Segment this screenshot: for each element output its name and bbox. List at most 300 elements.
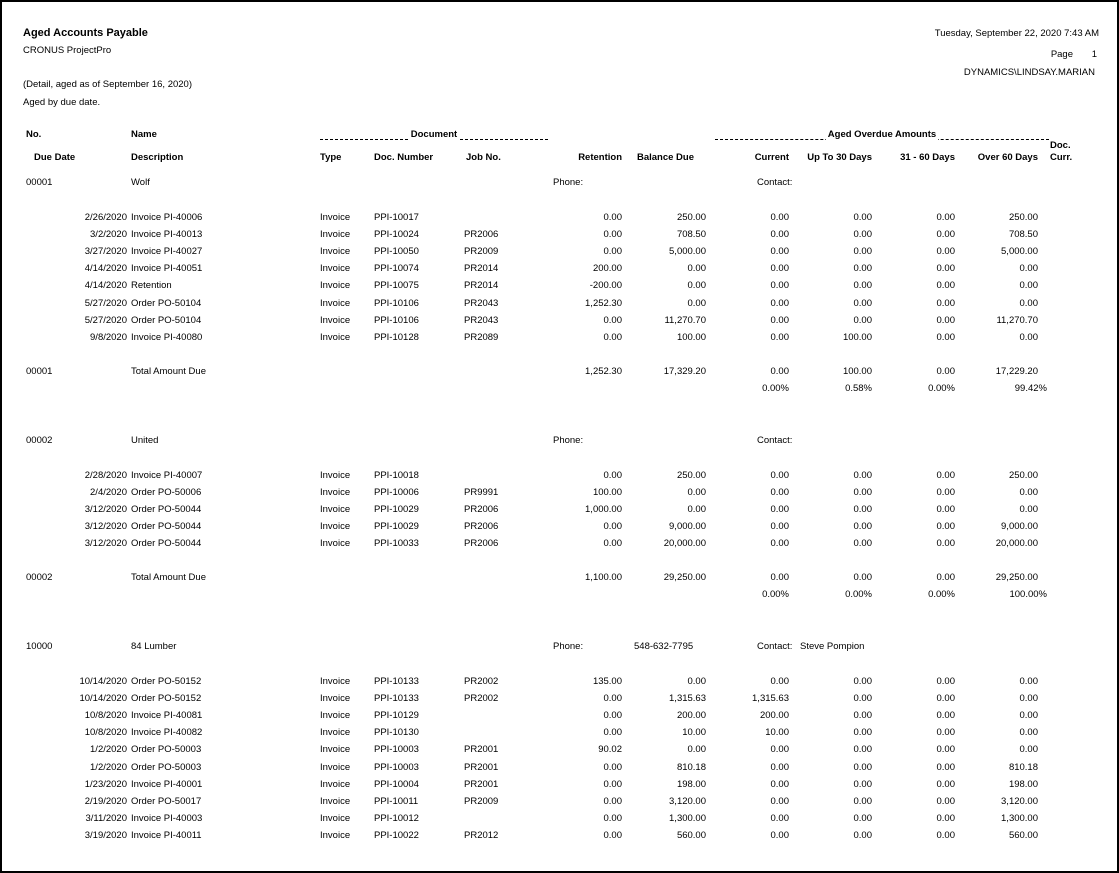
- total-up-to-30: 100.00: [842, 366, 872, 377]
- header-due-date: Due Date: [34, 152, 76, 163]
- contact-label: Contact:: [757, 177, 793, 188]
- ledger-current: 0.00: [770, 676, 789, 687]
- ledger-up-to-30: 0.00: [853, 280, 872, 291]
- total-current: 0.00: [770, 572, 789, 583]
- pct-current: 0.00%: [762, 383, 789, 394]
- ledger-31-60: 0.00: [936, 762, 955, 773]
- ledger-31-60: 0.00: [936, 693, 955, 704]
- ledger-description: Invoice PI-40001: [131, 779, 203, 790]
- ledger-type: Invoice: [320, 676, 351, 687]
- ledger-description: Order PO-50044: [131, 504, 202, 515]
- ledger-balance-due: 0.00: [687, 487, 706, 498]
- ledger-up-to-30: 0.00: [853, 315, 872, 326]
- header-up-to-30: Up To 30 Days: [807, 152, 872, 163]
- total-over-60: 29,250.00: [995, 572, 1038, 583]
- ledger-31-60: 0.00: [936, 212, 955, 223]
- ledger-due-date: 1/2/2020: [90, 744, 127, 755]
- ledger-doc-number: PPI-10004: [374, 779, 419, 790]
- ledger-current: 200.00: [759, 710, 789, 721]
- ledger-31-60: 0.00: [936, 744, 955, 755]
- pct-over-60: 100.00%: [1009, 589, 1047, 600]
- ledger-type: Invoice: [320, 813, 351, 824]
- ledger-balance-due: 0.00: [687, 263, 706, 274]
- total-retention: 1,100.00: [585, 572, 622, 583]
- ledger-balance-due: 10.00: [682, 727, 706, 738]
- ledger-doc-number: PPI-10003: [374, 744, 419, 755]
- ledger-current: 0.00: [770, 315, 789, 326]
- ledger-up-to-30: 100.00: [842, 332, 872, 343]
- ledger-type: Invoice: [320, 504, 351, 515]
- ledger-doc-number: PPI-10024: [374, 229, 419, 240]
- ledger-description: Order PO-50044: [131, 521, 202, 532]
- pct-up-to-30: 0.00%: [845, 589, 872, 600]
- header-job-no: Job No.: [466, 152, 501, 163]
- ledger-due-date: 10/8/2020: [84, 727, 127, 738]
- ledger-current: 0.00: [770, 246, 789, 257]
- header-aged-group-label: Aged Overdue Amounts: [827, 129, 937, 140]
- ledger-doc-number: PPI-10075: [374, 280, 419, 291]
- ledger-job-no: PR2001: [464, 762, 499, 773]
- ledger-type: Invoice: [320, 470, 351, 481]
- ledger-doc-number: PPI-10133: [374, 693, 419, 704]
- ledger-current: 0.00: [770, 796, 789, 807]
- header-name: Name: [131, 129, 157, 140]
- ledger-current: 0.00: [770, 744, 789, 755]
- ledger-due-date: 4/14/2020: [84, 263, 127, 274]
- ledger-type: Invoice: [320, 263, 351, 274]
- ledger-balance-due: 560.00: [676, 830, 706, 841]
- ledger-due-date: 9/8/2020: [90, 332, 127, 343]
- ledger-31-60: 0.00: [936, 298, 955, 309]
- ledger-job-no: PR2001: [464, 779, 499, 790]
- ledger-description: Order PO-50006: [131, 487, 202, 498]
- ledger-up-to-30: 0.00: [853, 676, 872, 687]
- ledger-doc-number: PPI-10012: [374, 813, 419, 824]
- ledger-balance-due: 0.00: [687, 744, 706, 755]
- ledger-due-date: 2/26/2020: [84, 212, 127, 223]
- ledger-doc-number: PPI-10050: [374, 246, 419, 257]
- ledger-description: Invoice PI-40080: [131, 332, 203, 343]
- ledger-doc-number: PPI-10029: [374, 504, 419, 515]
- ledger-balance-due: 3,120.00: [669, 796, 706, 807]
- ledger-doc-number: PPI-10130: [374, 727, 419, 738]
- ledger-over-60: 250.00: [1008, 470, 1038, 481]
- ledger-retention: 0.00: [603, 332, 622, 343]
- ledger-doc-number: PPI-10017: [374, 212, 419, 223]
- ledger-balance-due: 250.00: [676, 212, 706, 223]
- header-current: Current: [754, 152, 789, 163]
- ledger-retention: 0.00: [603, 830, 622, 841]
- ledger-type: Invoice: [320, 538, 351, 549]
- ledger-over-60: 0.00: [1019, 744, 1038, 755]
- header-type: Type: [320, 152, 342, 163]
- ledger-due-date: 2/19/2020: [84, 796, 127, 807]
- total-vendor-no: 00002: [26, 572, 53, 583]
- ledger-retention: 0.00: [603, 813, 622, 824]
- ledger-job-no: PR2043: [464, 315, 499, 326]
- total-over-60: 17,229.20: [995, 366, 1038, 377]
- ledger-balance-due: 198.00: [676, 779, 706, 790]
- ledger-type: Invoice: [320, 315, 351, 326]
- ledger-over-60: 0.00: [1019, 504, 1038, 515]
- header-31-60: 31 - 60 Days: [900, 152, 955, 163]
- ledger-job-no: PR2089: [464, 332, 499, 343]
- header-document-group: [320, 129, 548, 141]
- ledger-description: Order PO-50017: [131, 796, 202, 807]
- ledger-over-60: 9,000.00: [1001, 521, 1038, 532]
- ledger-doc-number: PPI-10006: [374, 487, 419, 498]
- ledger-due-date: 3/12/2020: [84, 504, 127, 515]
- ledger-doc-number: PPI-10003: [374, 762, 419, 773]
- pct-over-60: 99.42%: [1014, 383, 1047, 394]
- ledger-up-to-30: 0.00: [853, 744, 872, 755]
- ledger-due-date: 3/19/2020: [84, 830, 127, 841]
- ledger-description: Invoice PI-40081: [131, 710, 203, 721]
- ledger-31-60: 0.00: [936, 246, 955, 257]
- total-retention: 1,252.30: [585, 366, 622, 377]
- ledger-up-to-30: 0.00: [853, 762, 872, 773]
- ledger-balance-due: 250.00: [676, 470, 706, 481]
- report-datetime: Tuesday, September 22, 2020 7:43 AM: [934, 28, 1099, 39]
- ledger-up-to-30: 0.00: [853, 298, 872, 309]
- ledger-up-to-30: 0.00: [853, 710, 872, 721]
- ledger-job-no: PR2006: [464, 229, 499, 240]
- ledger-type: Invoice: [320, 298, 351, 309]
- ledger-description: Invoice PI-40051: [131, 263, 203, 274]
- ledger-31-60: 0.00: [936, 710, 955, 721]
- contact-label: Contact:: [757, 435, 793, 446]
- report-user: DYNAMICS\LINDSAY.MARIAN: [963, 67, 1095, 78]
- ledger-due-date: 10/8/2020: [84, 710, 127, 721]
- ledger-due-date: 5/27/2020: [84, 298, 127, 309]
- ledger-job-no: PR2006: [464, 538, 499, 549]
- ledger-due-date: 4/14/2020: [84, 280, 127, 291]
- header-doc-curr-line1: Doc.: [1050, 140, 1071, 151]
- ledger-retention: 0.00: [603, 538, 622, 549]
- pct-31-60: 0.00%: [928, 589, 955, 600]
- header-doc-curr-line2: Curr.: [1050, 152, 1073, 163]
- total-label: Total Amount Due: [131, 366, 206, 377]
- ledger-31-60: 0.00: [936, 504, 955, 515]
- total-31-60: 0.00: [936, 572, 955, 583]
- ledger-retention: 0.00: [603, 521, 622, 532]
- ledger-over-60: 0.00: [1019, 693, 1038, 704]
- ledger-due-date: 3/11/2020: [85, 813, 127, 824]
- total-balance-due: 17,329.20: [663, 366, 706, 377]
- pct-up-to-30: 0.58%: [845, 383, 872, 394]
- ledger-retention: 0.00: [603, 246, 622, 257]
- ledger-over-60: 0.00: [1019, 676, 1038, 687]
- ledger-31-60: 0.00: [936, 280, 955, 291]
- ledger-balance-due: 20,000.00: [663, 538, 706, 549]
- ledger-doc-number: PPI-10129: [374, 710, 419, 721]
- ledger-retention: 0.00: [603, 470, 622, 481]
- ledger-type: Invoice: [320, 693, 351, 704]
- ledger-over-60: 3,120.00: [1001, 796, 1038, 807]
- ledger-up-to-30: 0.00: [853, 693, 872, 704]
- ledger-current: 10.00: [765, 727, 789, 738]
- ledger-type: Invoice: [320, 332, 351, 343]
- ledger-over-60: 0.00: [1019, 710, 1038, 721]
- ledger-balance-due: 1,300.00: [669, 813, 706, 824]
- ledger-type: Invoice: [320, 762, 351, 773]
- ledger-up-to-30: 0.00: [853, 470, 872, 481]
- phone-label: Phone:: [553, 435, 584, 446]
- ledger-due-date: 3/12/2020: [84, 538, 127, 549]
- ledger-over-60: 708.50: [1008, 229, 1038, 240]
- ledger-retention: 200.00: [592, 263, 622, 274]
- ledger-up-to-30: 0.00: [853, 521, 872, 532]
- ledger-current: 1,315.63: [752, 693, 789, 704]
- ledger-retention: 0.00: [603, 229, 622, 240]
- ledger-over-60: 198.00: [1008, 779, 1038, 790]
- ledger-31-60: 0.00: [936, 315, 955, 326]
- ledger-balance-due: 0.00: [687, 280, 706, 291]
- ledger-type: Invoice: [320, 246, 351, 257]
- pct-31-60: 0.00%: [928, 383, 955, 394]
- pct-current: 0.00%: [762, 589, 789, 600]
- ledger-doc-number: PPI-10106: [374, 315, 419, 326]
- ledger-due-date: 2/28/2020: [84, 470, 127, 481]
- ledger-current: 0.00: [770, 830, 789, 841]
- ledger-up-to-30: 0.00: [853, 779, 872, 790]
- ledger-over-60: 1,300.00: [1001, 813, 1038, 824]
- total-up-to-30: 0.00: [853, 572, 872, 583]
- ledger-job-no: PR2006: [464, 521, 499, 532]
- ledger-over-60: 250.00: [1008, 212, 1038, 223]
- ledger-31-60: 0.00: [936, 779, 955, 790]
- ledger-up-to-30: 0.00: [853, 538, 872, 549]
- ledger-job-no: PR2002: [464, 693, 499, 704]
- page-number: 1: [1091, 49, 1097, 60]
- ledger-balance-due: 200.00: [676, 710, 706, 721]
- ledger-description: Invoice PI-40013: [131, 229, 203, 240]
- ledger-up-to-30: 0.00: [853, 813, 872, 824]
- header-description: Description: [131, 152, 184, 163]
- vendor-name: 84 Lumber: [131, 641, 177, 652]
- vendor-phone: 548-632-7795: [634, 641, 694, 652]
- ledger-type: Invoice: [320, 744, 351, 755]
- ledger-current: 0.00: [770, 332, 789, 343]
- ledger-type: Invoice: [320, 229, 351, 240]
- total-label: Total Amount Due: [131, 572, 206, 583]
- ledger-balance-due: 708.50: [676, 229, 706, 240]
- ledger-due-date: 5/27/2020: [84, 315, 127, 326]
- vendor-contact: Steve Pompion: [800, 641, 865, 652]
- ledger-due-date: 3/27/2020: [84, 246, 127, 257]
- ledger-doc-number: PPI-10133: [374, 676, 419, 687]
- ledger-doc-number: PPI-10106: [374, 298, 419, 309]
- ledger-description: Order PO-50152: [131, 693, 202, 704]
- ledger-balance-due: 0.00: [687, 676, 706, 687]
- ledger-due-date: 10/14/2020: [79, 693, 127, 704]
- total-current: 0.00: [770, 366, 789, 377]
- ledger-current: 0.00: [770, 487, 789, 498]
- ledger-description: Order PO-50104: [131, 315, 202, 326]
- ledger-up-to-30: 0.00: [853, 796, 872, 807]
- ledger-up-to-30: 0.00: [853, 830, 872, 841]
- ledger-doc-number: PPI-10018: [374, 470, 419, 481]
- ledger-retention: 0.00: [603, 693, 622, 704]
- ledger-description: Invoice PI-40027: [131, 246, 203, 257]
- ledger-retention: 1,000.00: [585, 504, 622, 515]
- ledger-up-to-30: 0.00: [853, 487, 872, 498]
- ledger-current: 0.00: [770, 762, 789, 773]
- ledger-job-no: PR2009: [464, 246, 499, 257]
- ledger-over-60: 560.00: [1008, 830, 1038, 841]
- ledger-job-no: PR2014: [464, 280, 499, 291]
- total-vendor-no: 00001: [26, 366, 53, 377]
- ledger-current: 0.00: [770, 504, 789, 515]
- ledger-over-60: 0.00: [1019, 487, 1038, 498]
- ledger-31-60: 0.00: [936, 727, 955, 738]
- header-balance-due: Balance Due: [636, 152, 694, 163]
- vendor-name: United: [131, 435, 159, 446]
- ledger-doc-number: PPI-10029: [374, 521, 419, 532]
- ledger-retention: 0.00: [603, 315, 622, 326]
- ledger-over-60: 20,000.00: [995, 538, 1038, 549]
- ledger-job-no: PR2014: [464, 263, 499, 274]
- ledger-type: Invoice: [320, 727, 351, 738]
- header-document-group-label: Document: [410, 129, 458, 140]
- ledger-over-60: 5,000.00: [1001, 246, 1038, 257]
- ledger-due-date: 3/12/2020: [84, 521, 127, 532]
- ledger-doc-number: PPI-10011: [374, 796, 419, 807]
- header-no: No.: [26, 129, 42, 140]
- ledger-up-to-30: 0.00: [853, 246, 872, 257]
- ledger-up-to-30: 0.00: [853, 727, 872, 738]
- ledger-job-no: PR2012: [464, 830, 499, 841]
- vendor-no: 00001: [26, 177, 53, 188]
- ledger-doc-number: PPI-10022: [374, 830, 419, 841]
- ledger-due-date: 2/4/2020: [90, 487, 127, 498]
- report-title: Aged Accounts Payable: [23, 27, 148, 39]
- ledger-retention: 135.00: [592, 676, 622, 687]
- ledger-due-date: 3/2/2020: [90, 229, 127, 240]
- ledger-description: Order PO-50152: [131, 676, 202, 687]
- ledger-doc-number: PPI-10128: [374, 332, 419, 343]
- ledger-due-date: 1/2/2020: [90, 762, 127, 773]
- ledger-over-60: 0.00: [1019, 727, 1038, 738]
- ledger-over-60: 0.00: [1019, 280, 1038, 291]
- ledger-current: 0.00: [770, 263, 789, 274]
- ledger-over-60: 11,270.70: [996, 315, 1038, 326]
- ledger-over-60: 0.00: [1019, 332, 1038, 343]
- ledger-retention: 0.00: [603, 212, 622, 223]
- ledger-job-no: PR2001: [464, 744, 499, 755]
- ledger-up-to-30: 0.00: [853, 504, 872, 515]
- ledger-balance-due: 5,000.00: [669, 246, 706, 257]
- ledger-type: Invoice: [320, 710, 351, 721]
- ledger-description: Retention: [131, 280, 172, 291]
- ledger-retention: 90.02: [598, 744, 622, 755]
- ledger-over-60: 0.00: [1019, 298, 1038, 309]
- ledger-current: 0.00: [770, 813, 789, 824]
- header-aged-group: [715, 129, 1049, 141]
- ledger-31-60: 0.00: [936, 470, 955, 481]
- phone-label: Phone:: [553, 641, 584, 652]
- ledger-31-60: 0.00: [936, 813, 955, 824]
- company-name: CRONUS ProjectPro: [23, 45, 112, 56]
- ledger-current: 0.00: [770, 538, 789, 549]
- ledger-retention: -200.00: [589, 280, 622, 291]
- ledger-up-to-30: 0.00: [853, 229, 872, 240]
- ledger-retention: 100.00: [592, 487, 622, 498]
- ledger-balance-due: 9,000.00: [669, 521, 706, 532]
- header-doc-number: Doc. Number: [374, 152, 434, 163]
- ledger-description: Order PO-50104: [131, 298, 202, 309]
- ledger-description: Order PO-50003: [131, 762, 202, 773]
- page-label: Page: [1050, 49, 1073, 60]
- ledger-current: 0.00: [770, 280, 789, 291]
- ledger-job-no: PR2043: [464, 298, 499, 309]
- ledger-retention: 0.00: [603, 796, 622, 807]
- ledger-doc-number: PPI-10074: [374, 263, 419, 274]
- ledger-retention: 0.00: [603, 710, 622, 721]
- ledger-job-no: PR2002: [464, 676, 499, 687]
- header-retention: Retention: [578, 152, 622, 163]
- ledger-31-60: 0.00: [936, 830, 955, 841]
- ledger-type: Invoice: [320, 521, 351, 532]
- ledger-retention: 1,252.30: [585, 298, 622, 309]
- ledger-retention: 0.00: [603, 762, 622, 773]
- ledger-current: 0.00: [770, 779, 789, 790]
- ledger-doc-number: PPI-10033: [374, 538, 419, 549]
- ledger-over-60: 810.18: [1008, 762, 1038, 773]
- ledger-up-to-30: 0.00: [853, 212, 872, 223]
- ledger-description: Invoice PI-40007: [131, 470, 203, 481]
- ledger-type: Invoice: [320, 212, 351, 223]
- ledger-description: Invoice PI-40006: [131, 212, 203, 223]
- ledger-balance-due: 100.00: [676, 332, 706, 343]
- ledger-31-60: 0.00: [936, 229, 955, 240]
- ledger-31-60: 0.00: [936, 538, 955, 549]
- ledger-description: Order PO-50003: [131, 744, 202, 755]
- ledger-description: Invoice PI-40011: [131, 830, 202, 841]
- ledger-current: 0.00: [770, 521, 789, 532]
- ledger-31-60: 0.00: [936, 796, 955, 807]
- ledger-current: 0.00: [770, 470, 789, 481]
- ledger-due-date: 10/14/2020: [79, 676, 127, 687]
- ledger-type: Invoice: [320, 796, 351, 807]
- vendor-no: 10000: [26, 641, 53, 652]
- ledger-description: Order PO-50044: [131, 538, 202, 549]
- ledger-retention: 0.00: [603, 727, 622, 738]
- ledger-31-60: 0.00: [936, 332, 955, 343]
- ledger-description: Invoice PI-40082: [131, 727, 203, 738]
- ledger-retention: 0.00: [603, 779, 622, 790]
- ledger-31-60: 0.00: [936, 676, 955, 687]
- ledger-31-60: 0.00: [936, 521, 955, 532]
- ledger-due-date: 1/23/2020: [84, 779, 127, 790]
- vendor-name: Wolf: [131, 177, 150, 188]
- ledger-type: Invoice: [320, 280, 351, 291]
- total-31-60: 0.00: [936, 366, 955, 377]
- report-detail: (Detail, aged as of September 16, 2020): [23, 79, 192, 90]
- ledger-current: 0.00: [770, 229, 789, 240]
- ledger-description: Invoice PI-40003: [131, 813, 203, 824]
- ledger-balance-due: 11,270.70: [664, 315, 706, 326]
- ledger-type: Invoice: [320, 830, 351, 841]
- aged-by: Aged by due date.: [23, 97, 101, 108]
- ledger-over-60: 0.00: [1019, 263, 1038, 274]
- ledger-31-60: 0.00: [936, 263, 955, 274]
- ledger-31-60: 0.00: [936, 487, 955, 498]
- contact-label: Contact:: [757, 641, 793, 652]
- ledger-current: 0.00: [770, 212, 789, 223]
- ledger-job-no: PR2009: [464, 796, 499, 807]
- total-balance-due: 29,250.00: [663, 572, 706, 583]
